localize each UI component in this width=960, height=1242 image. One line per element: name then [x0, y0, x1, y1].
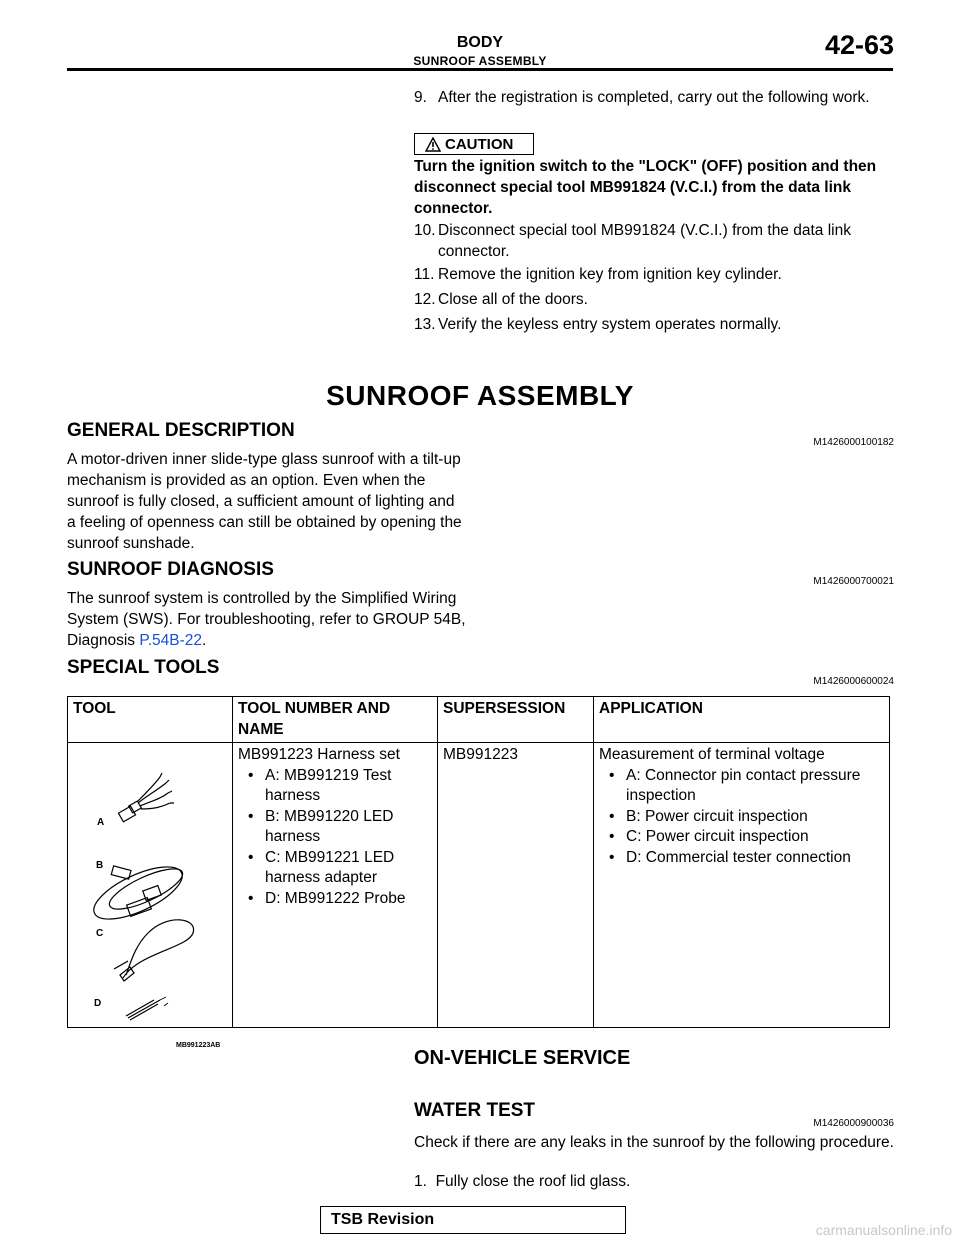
general-description-code: M1426000100182 — [813, 437, 894, 448]
warning-triangle-icon — [425, 137, 441, 152]
sunroof-diagnosis-text — [67, 588, 467, 651]
step-text: Verify the keyless entry system operates normally. — [438, 316, 782, 333]
step-9 — [414, 87, 894, 108]
water-test-step-1 — [414, 1173, 630, 1191]
water-test-title: WATER TEST — [414, 1100, 536, 1121]
page-number: 42-63 — [824, 30, 894, 60]
table-header-cell: APPLICATION — [594, 697, 890, 743]
application-text: Measurement of terminal voltage — [599, 746, 825, 763]
water-test-code: M1426000900036 — [813, 1118, 894, 1129]
table-header-cell: SUPERSESSION — [438, 697, 594, 743]
special-tools-title: SPECIAL TOOLS — [67, 657, 220, 678]
special-tools-code: M1426000600024 — [813, 676, 894, 687]
diagnosis-text: The sunroof system is controlled by the Simplified Wiring System (SWS). For troubleshooting, refer to GROUP 54B, Diagnosis — [67, 590, 466, 649]
step-12 — [414, 289, 894, 310]
tool-label-c: C — [96, 928, 104, 939]
step-number: 12. — [414, 291, 436, 308]
header-subsection-title: SUNROOF ASSEMBLY — [413, 54, 547, 68]
step-number: 9. — [414, 89, 427, 106]
list-item: • D: Commercial tester connection — [599, 848, 884, 869]
diagnosis-link[interactable]: P.54B-22 — [139, 632, 203, 649]
step-text: Remove the ignition key from ignition key cylinder. — [438, 266, 782, 283]
special-tools-table — [67, 696, 890, 1049]
step-number: 11. — [414, 266, 435, 283]
list-item: • A: Connector pin contact pressure inspection — [599, 766, 884, 807]
step-text: Close all of the doors. — [438, 291, 588, 308]
step-text: After the registration is completed, carry out the following work. — [438, 89, 870, 106]
tool-name: MB991223 Harness set — [238, 746, 400, 763]
main-title: SUNROOF ASSEMBLY — [326, 380, 634, 411]
application-items-list — [599, 766, 884, 869]
water-test-text: Check if there are any leaks in the sunroof by the following procedure. — [414, 1134, 894, 1151]
general-description-text: A motor-driven inner slide-type glass sunroof with a tilt-up mechanism is provided as an option. Even when the sunroof is fully closed, a sufficient amount of lighting and a feeling of openness can still be obtained by opening the sunroof sunshade. — [67, 451, 462, 552]
list-item: • D: MB991222 Probe — [238, 889, 432, 910]
step-number: 13. — [414, 316, 436, 333]
list-item: • C: MB991221 LED harness adapter — [238, 848, 432, 889]
step-number: 10. — [414, 222, 436, 239]
caution-box — [414, 133, 534, 155]
tool-image-code-label: MB991223AB — [176, 1042, 221, 1049]
diagnosis-text-end: . — [202, 632, 207, 649]
tool-label-d: D — [94, 998, 102, 1009]
header-rule — [67, 68, 893, 71]
application-cell — [594, 743, 890, 1028]
list-item: • A: MB991219 Test harness — [238, 766, 432, 807]
table-header-row — [68, 697, 890, 743]
table-row — [68, 743, 890, 1028]
list-item: • C: Power circuit inspection — [599, 827, 884, 848]
sunroof-diagnosis-title: SUNROOF DIAGNOSIS — [67, 559, 274, 580]
step-text: Fully close the roof lid glass. — [435, 1173, 631, 1190]
step-number: 1. — [414, 1173, 427, 1190]
tool-label-b: B — [96, 860, 104, 871]
sunroof-diagnosis-code: M1426000700021 — [813, 576, 894, 587]
table-header-cell: TOOL — [68, 697, 233, 743]
tool-image-cell — [68, 743, 233, 1049]
list-item: • B: MB991220 LED harness — [238, 807, 432, 848]
header-section-title: BODY — [456, 34, 504, 51]
step-text: Disconnect special tool MB991824 (V.C.I.) from the data link connector. — [438, 222, 851, 260]
caution-label: CAUTION — [445, 135, 514, 153]
tool-items-list — [238, 766, 432, 910]
on-vehicle-service-title: ON-VEHICLE SERVICE — [414, 1047, 631, 1069]
supersession-cell: MB991223 — [438, 743, 594, 1028]
tsb-revision-box: TSB Revision — [320, 1206, 626, 1234]
step-10 — [414, 220, 894, 262]
watermark: carmanualsonline.info — [815, 1222, 952, 1238]
step-13 — [414, 314, 894, 335]
list-item: • B: Power circuit inspection — [599, 807, 884, 828]
tool-label-a: A — [97, 817, 105, 828]
general-description-title: GENERAL DESCRIPTION — [67, 420, 295, 441]
table-header-cell: TOOL NUMBER AND NAME — [233, 697, 438, 743]
caution-text: Turn the ignition switch to the "LOCK" (OFF) position and then disconnect special tool MB991824 (V.C.I.) from the data link connector. — [414, 158, 877, 217]
step-11 — [414, 264, 894, 285]
tool-name-cell — [233, 743, 438, 1028]
harness-set-illustration — [68, 743, 232, 1023]
